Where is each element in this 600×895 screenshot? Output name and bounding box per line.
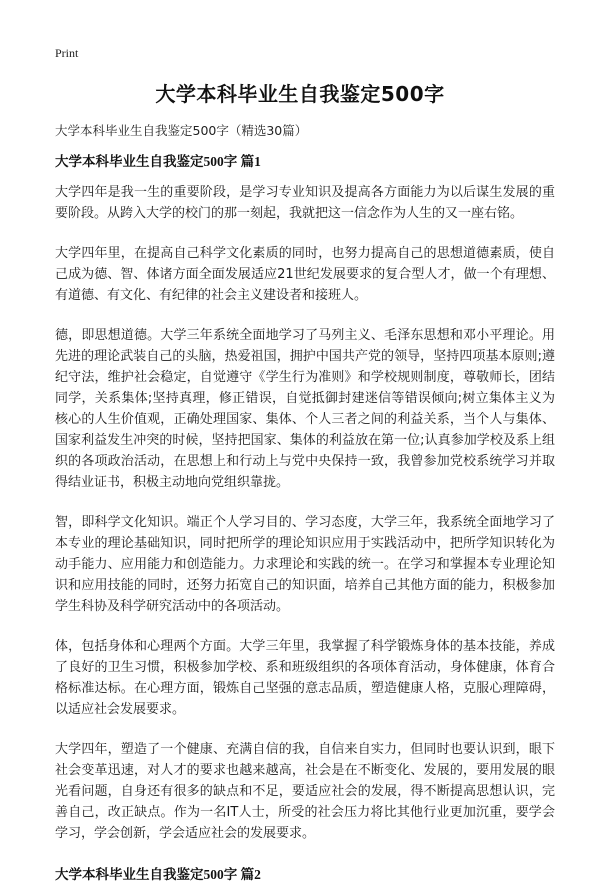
document-subtitle: 大学本科毕业生自我鉴定500字（精选30篇） [55,123,308,138]
print-label: Print [55,46,79,60]
article-body [55,150,555,895]
paragraph-physique: 体，包括身体和心理两个方面。大学三年里，我掌握了科学锻炼身体的基本技能，养成了良好的卫生习惯，积极参加学校、系和班级组织的各项体育活动，身体健康，体育合格标准达标。在心理方面，锻炼自己坚强的意志品质，塑造健康人格，克服心理障碍，以适应社会发展要求。 [55,639,555,717]
document-title: 大学本科毕业生自我鉴定500字 [155,82,445,106]
paragraph-intellect: 智，即科学文化知识。端正个人学习目的、学习态度，大学三年，我系统全面地学习了本专业的理论基础知识，同时把所学的理论知识应用于实践活动中，把所学知识转化为动手能力、应用能力和创造能力。力求理论和实践的统一。在学习和掌握本专业理论知识和应用技能的同时，还努力拓宽自己的知识面，培养自己其他方面的能力，积极参加学生科协及科学研究活动中的各项活动。 [55,515,555,614]
paragraph-quality: 大学四年里，在提高自己科学文化素质的同时，也努力提高自己的思想道德素质，使自己成为德、智、体诸方面全面发展适应21世纪发展要求的复合型人才，做一个有理想、有道德、有文化、有纪律的社会主义建设者和接班人。 [55,246,555,303]
paragraph-intro: 大学四年是我一生的重要阶段，是学习专业知识及提高各方面能力为以后谋生发展的重要阶段。从跨入大学的校门的那一刻起，我就把这一信念作为人生的又一座右铭。 [55,185,555,221]
section-heading-2: 大学本科毕业生自我鉴定500字 篇2 [55,867,261,882]
paragraph-conclusion: 大学四年，塑造了一个健康、充满自信的我，自信来自实力，但同时也要认识到，眼下社会变革迅速，对人才的要求也越来越高，社会是在不断变化、发展的，要用发展的眼光看问题，自身还有很多的缺点和不足，要适应社会的发展，得不断提高思想认识，完善自己，改正缺点。作为一名IT人士，所受的社会压力将比其他行业更加沉重，要学会学习，学会创新，学会适应社会的发展要求。 [55,742,555,841]
section-heading-1: 大学本科毕业生自我鉴定500字 篇1 [55,154,261,169]
paragraph-morality: 德，即思想道德。大学三年系统全面地学习了马列主义、毛泽东思想和邓小平理论。用先进的理论武装自己的头脑，热爱祖国，拥护中国共产党的领导，坚持四项基本原则;遵纪守法，维护社会稳定，自觉遵守《学生行为准则》和学校规则制度，尊敬师长，团结同学，关系集体;坚持真理，修正错误，自觉抵御封建迷信等错误倾向;树立集体主义为核心的人生价值观，正确处理国家、集体、个人三者之间的利益关系，当个人与集体、国家利益发生冲突的时候，坚持把国家、集体的利益放在第一位;认真参加学校及系上组织的各项政治活动，在思想上和行动上与党中央保持一致，我曾参加党校系统学习并取得结业证书，积极主动地向党组织靠拢。 [55,328,555,490]
